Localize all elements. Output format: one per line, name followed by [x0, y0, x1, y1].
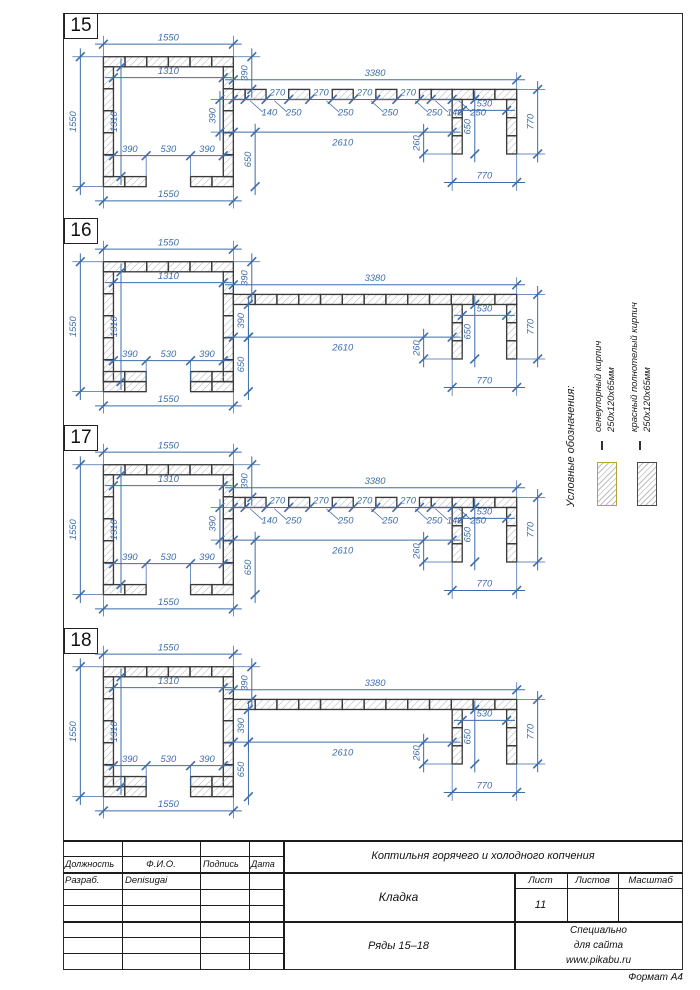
- dimension-label: 140: [261, 515, 278, 526]
- dimension-label: 1310: [157, 270, 179, 281]
- brick: [190, 57, 212, 67]
- dimension-label: 390: [239, 675, 250, 691]
- brick: [223, 563, 233, 585]
- brick: [212, 777, 233, 787]
- row-number-label-16: 16: [64, 218, 98, 244]
- dimension-label: 1310: [157, 65, 179, 76]
- dimension-label: 530: [160, 348, 177, 359]
- dimension-label: 390: [121, 143, 138, 154]
- title-block: [63, 840, 683, 970]
- brick: [255, 699, 277, 709]
- scale-label: Масштаб: [628, 874, 673, 886]
- dimension-label: 770: [525, 318, 536, 335]
- dimension-label: 650: [242, 559, 253, 576]
- dimension-label: 250: [337, 515, 354, 526]
- dimension-label: 1550: [157, 32, 179, 43]
- masonry-plan: [64, 431, 567, 620]
- legend-item-fireclay-name: огнеупорный кирпич: [593, 340, 604, 432]
- brick: [495, 497, 517, 507]
- brick: [376, 497, 397, 507]
- dimension-label: 250: [470, 515, 486, 526]
- brick: [452, 728, 462, 746]
- dimension-label: 390: [121, 348, 138, 359]
- dimension-label: 3380: [364, 273, 386, 284]
- row-number-label-17: 17: [64, 425, 98, 451]
- brick: [507, 526, 517, 544]
- dimension-label: 390: [207, 515, 218, 532]
- legend-swatch-red-brick: [637, 462, 657, 506]
- dimension-label: 650: [462, 118, 473, 135]
- dimension-label: 390: [239, 270, 250, 286]
- brick: [190, 667, 212, 677]
- brick: [364, 699, 386, 709]
- brick: [452, 746, 462, 764]
- legend-item-fireclay-label: [592, 341, 618, 432]
- dimension-label: 530: [476, 506, 493, 517]
- dimension-label: 390: [239, 65, 250, 81]
- brick: [212, 585, 233, 595]
- dimension-label: 2610: [332, 545, 354, 556]
- brick: [507, 118, 517, 136]
- dimension-label: 3380: [364, 678, 386, 689]
- brick: [223, 338, 233, 360]
- dimension-label: 2610: [332, 137, 354, 148]
- developer-name: Denisugai: [125, 875, 168, 886]
- masonry-plan: [64, 633, 567, 822]
- brick: [430, 294, 452, 304]
- dimension-label: 530: [476, 303, 493, 314]
- row-number-label-15: 15: [64, 13, 98, 39]
- brick: [452, 136, 462, 154]
- dimension-label: 250: [285, 107, 302, 118]
- brick: [277, 294, 299, 304]
- dimension-label: 390: [121, 753, 138, 764]
- brick: [452, 304, 462, 322]
- dimension-label: 770: [476, 375, 493, 386]
- brick: [277, 699, 299, 709]
- dimension-label: 140: [261, 107, 278, 118]
- brick: [452, 497, 473, 507]
- brick: [223, 111, 233, 133]
- brick: [408, 294, 430, 304]
- brick: [103, 585, 124, 595]
- brick: [223, 721, 233, 743]
- dimension-label: 140: [446, 107, 463, 118]
- dimension-label: 250: [382, 107, 398, 118]
- brick: [223, 316, 233, 338]
- column-header-date: Дата: [251, 859, 275, 869]
- dimension-label: 1550: [157, 237, 179, 248]
- legend-item-red-brick-name: красный полнотелый кирпич: [629, 302, 640, 432]
- dimension-label: 1310: [108, 721, 119, 743]
- dimension-label: 530: [476, 98, 493, 109]
- brick: [212, 667, 234, 677]
- dimension-label: 1310: [157, 473, 179, 484]
- brick: [245, 89, 266, 99]
- dimension-label: 770: [525, 113, 536, 130]
- document-title: Кладка: [378, 889, 419, 904]
- brick: [125, 372, 146, 382]
- dimension-label: 650: [462, 526, 473, 543]
- brick: [321, 699, 343, 709]
- dimension-label: 3380: [364, 476, 386, 487]
- brick: [430, 699, 452, 709]
- document-subtitle: Ряды 15–18: [368, 939, 429, 952]
- dimension-label: 260: [411, 135, 422, 151]
- brick: [289, 89, 310, 99]
- dimension-label: 390: [199, 551, 215, 562]
- site-note-line: для сайта: [573, 940, 624, 951]
- dimension-label: 1550: [157, 189, 179, 200]
- brick: [386, 699, 408, 709]
- column-header-signature: Подпись: [203, 859, 239, 869]
- brick: [168, 262, 190, 272]
- brick: [431, 89, 452, 99]
- brick: [103, 177, 124, 187]
- dimension-label: 390: [199, 753, 215, 764]
- brick: [299, 294, 321, 304]
- sheet-label: Лист: [528, 874, 553, 886]
- brick: [103, 743, 113, 765]
- brick: [212, 372, 233, 382]
- dimension-label: 270: [400, 87, 416, 98]
- brick: [507, 544, 517, 562]
- dimension-label: 770: [525, 521, 536, 538]
- brick: [147, 57, 169, 67]
- dimension-label: 1310: [108, 316, 119, 338]
- column-header-role: Должность: [65, 859, 115, 869]
- brick: [103, 133, 113, 155]
- legend-swatch-fireclay-brick: [597, 462, 617, 506]
- row-drawing-16: [64, 228, 567, 417]
- legend-dash: [601, 441, 603, 450]
- brick: [289, 497, 310, 507]
- dimension-label: 770: [476, 170, 493, 181]
- brick: [507, 323, 517, 341]
- legend-title: Условные обозначения:: [565, 385, 577, 507]
- dimension-label: 140: [446, 515, 463, 526]
- dimension-label: 270: [269, 495, 286, 506]
- brick: [507, 136, 517, 154]
- dimension-label: 1550: [157, 597, 179, 608]
- legend-item-red-brick-size: 250х120х65мм: [642, 367, 653, 432]
- brick: [125, 585, 146, 595]
- brick: [255, 294, 277, 304]
- brick: [212, 787, 233, 797]
- brick: [452, 709, 462, 727]
- brick: [103, 294, 113, 316]
- brick: [103, 497, 113, 519]
- sheets-label: Листов: [575, 874, 610, 886]
- dimension-label: 1310: [157, 675, 179, 686]
- brick: [212, 57, 234, 67]
- brick: [223, 699, 233, 721]
- sheet-number: 11: [534, 898, 547, 911]
- dimension-label: 3380: [364, 68, 386, 79]
- dimension-label: 270: [313, 495, 329, 506]
- brick: [452, 118, 462, 136]
- dimension-label: 270: [400, 495, 416, 506]
- dimension-label: 260: [411, 340, 422, 356]
- brick: [452, 526, 462, 544]
- site-note-line: www.pikabu.ru: [565, 955, 632, 966]
- site-note-line: Специально: [570, 925, 627, 936]
- brick: [103, 382, 124, 392]
- dimension-label: 1550: [157, 799, 179, 810]
- brick: [212, 465, 234, 475]
- brick: [452, 544, 462, 562]
- dimension-label: 270: [269, 87, 286, 98]
- dimension-label: 260: [411, 543, 422, 559]
- format-label: Формат А4: [628, 972, 683, 983]
- brick: [507, 728, 517, 746]
- dimension-label: 250: [470, 107, 486, 118]
- brick: [125, 382, 146, 392]
- dimension-label: 530: [476, 708, 493, 719]
- brick: [147, 667, 169, 677]
- dimension-label: 650: [236, 356, 247, 373]
- brick: [168, 465, 190, 475]
- brick: [495, 699, 517, 709]
- dimension-label: 770: [476, 578, 493, 589]
- brick: [125, 177, 146, 187]
- brick: [386, 294, 408, 304]
- brick: [451, 294, 473, 304]
- brick: [223, 155, 233, 177]
- developer-role: Разраб.: [65, 875, 100, 886]
- legend-dash: [639, 441, 641, 450]
- brick: [191, 777, 212, 787]
- dimension-label: 770: [525, 723, 536, 740]
- brick: [212, 382, 233, 392]
- brick: [125, 787, 146, 797]
- brick: [125, 57, 147, 67]
- dimension-label: 1550: [68, 111, 79, 133]
- brick: [451, 699, 473, 709]
- brick: [147, 465, 169, 475]
- brick: [332, 89, 353, 99]
- dimension-label: 1550: [68, 316, 79, 338]
- dimension-label: 390: [239, 473, 250, 489]
- dimension-label: 270: [356, 87, 373, 98]
- brick: [431, 497, 452, 507]
- dimension-label: 770: [476, 780, 493, 791]
- project-title: Коптильня горячего и холодного копчения: [371, 850, 595, 862]
- masonry-plan: [64, 23, 567, 212]
- dimension-label: 260: [411, 745, 422, 761]
- legend-item-fireclay-size: 250х120х65мм: [606, 367, 617, 432]
- brick: [452, 341, 462, 359]
- dimension-label: 1310: [108, 111, 119, 133]
- brick: [191, 372, 212, 382]
- brick: [495, 294, 517, 304]
- brick: [168, 667, 190, 677]
- brick: [408, 699, 430, 709]
- dimension-label: 650: [236, 761, 247, 778]
- brick: [190, 465, 212, 475]
- brick: [223, 519, 233, 541]
- brick: [190, 262, 212, 272]
- brick: [147, 262, 169, 272]
- dimension-label: 2610: [332, 747, 354, 758]
- row-number-label-18: 18: [64, 628, 98, 654]
- brick: [223, 294, 233, 316]
- brick: [212, 177, 233, 187]
- masonry-plan: [64, 228, 567, 417]
- dimension-label: 390: [236, 717, 247, 734]
- brick: [125, 262, 147, 272]
- legend-item-red-brick-label: [628, 302, 654, 432]
- dimension-label: 2610: [332, 342, 354, 353]
- dimension-label: 530: [160, 551, 177, 562]
- dimension-label: 250: [382, 515, 398, 526]
- brick: [223, 133, 233, 155]
- brick: [507, 746, 517, 764]
- dimension-label: 390: [236, 312, 247, 329]
- dimension-label: 530: [160, 143, 177, 154]
- dimension-label: 250: [426, 515, 443, 526]
- brick: [452, 323, 462, 341]
- dimension-label: 650: [462, 323, 473, 340]
- site-note: [514, 921, 683, 970]
- dimension-label: 250: [337, 107, 354, 118]
- brick: [125, 465, 147, 475]
- dimension-label: 1310: [108, 519, 119, 541]
- dimension-label: 250: [426, 107, 443, 118]
- dimension-label: 650: [462, 728, 473, 745]
- dimension-label: 1550: [157, 394, 179, 405]
- dimension-label: 650: [242, 151, 253, 168]
- dimension-label: 1550: [157, 642, 179, 653]
- dimension-label: 1550: [68, 519, 79, 541]
- brick: [191, 787, 212, 797]
- column-header-name: Ф.И.О.: [146, 858, 176, 870]
- brick: [364, 294, 386, 304]
- dimension-label: 1550: [157, 440, 179, 451]
- brick: [342, 699, 364, 709]
- brick: [125, 777, 146, 787]
- dimension-label: 530: [160, 753, 177, 764]
- brick: [191, 585, 212, 595]
- row-drawing-17: [64, 431, 567, 620]
- dimension-label: 390: [199, 143, 215, 154]
- dimension-label: 270: [313, 87, 329, 98]
- brick: [495, 89, 517, 99]
- brick: [342, 294, 364, 304]
- brick: [507, 341, 517, 359]
- brick: [223, 743, 233, 765]
- brick: [452, 89, 473, 99]
- dimension-label: 1550: [68, 721, 79, 743]
- brick: [191, 177, 212, 187]
- brick: [103, 89, 113, 111]
- dimension-label: 270: [356, 495, 373, 506]
- brick: [103, 541, 113, 563]
- brick: [223, 541, 233, 563]
- row-drawing-18: [64, 633, 567, 822]
- dimension-label: 390: [121, 551, 138, 562]
- row-drawing-15: [64, 23, 567, 212]
- dimension-label: 390: [207, 107, 218, 124]
- brick: [125, 667, 147, 677]
- brick: [321, 294, 343, 304]
- dimension-label: 390: [199, 348, 215, 359]
- brick: [245, 497, 266, 507]
- brick: [191, 382, 212, 392]
- dimension-label: 250: [285, 515, 302, 526]
- brick: [376, 89, 397, 99]
- brick: [103, 699, 113, 721]
- brick: [299, 699, 321, 709]
- brick: [212, 262, 234, 272]
- brick: [103, 787, 124, 797]
- brick: [168, 57, 190, 67]
- brick: [103, 338, 113, 360]
- brick: [332, 497, 353, 507]
